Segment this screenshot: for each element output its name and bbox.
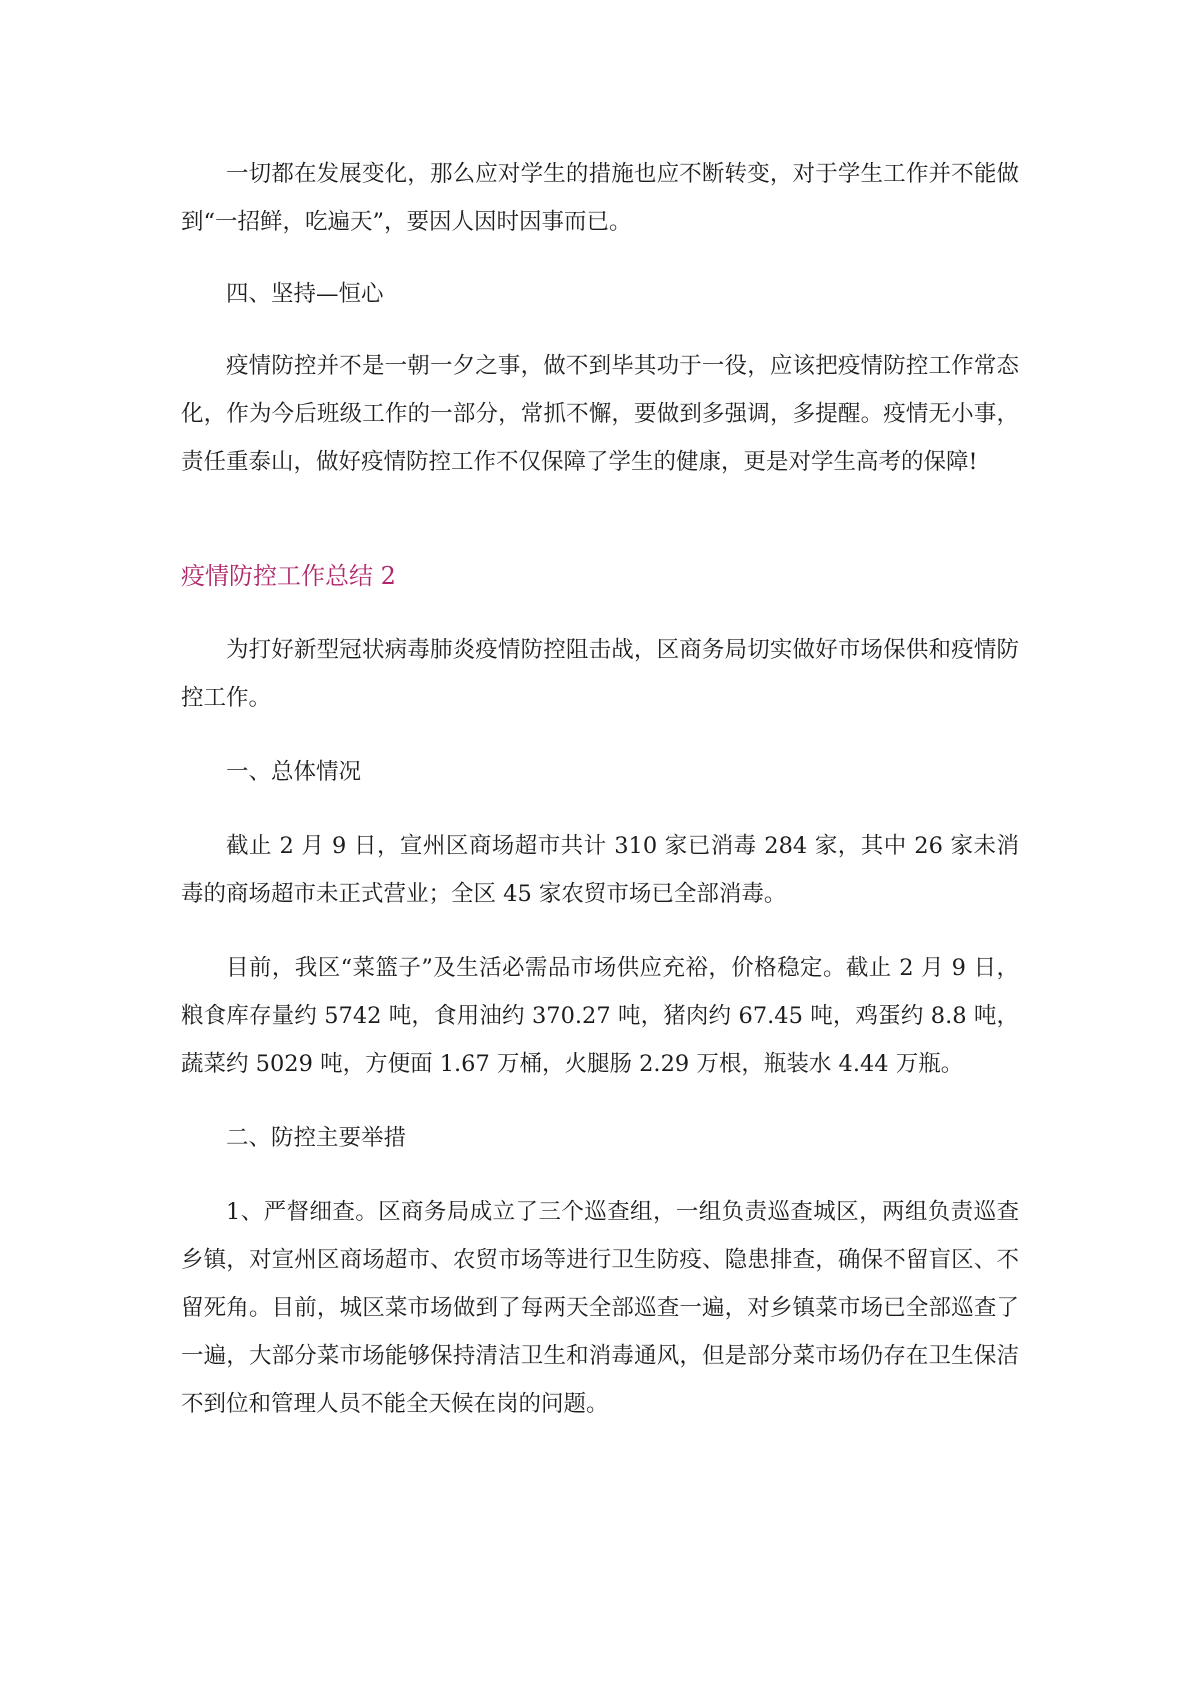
paragraph-change-measures: 一切都在发展变化，那么应对学生的措施也应不断转变，对于学生工作并不能做到“一招鲜，吃遍天”，要因人因时因事而已。 xyxy=(181,161,1019,235)
paragraph-normalized-prevention: 疫情防控并不是一朝一夕之事，做不到毕其功于一役，应该把疫情防控工作常态化，作为今后班级工作的一部分，常抓不懈，要做到多强调，多提醒。疫情无小事，责任重泰山，做好疫情防控工作不仅保障了学生的健康，更是对学生高考的保障! xyxy=(181,353,1019,475)
section-title: 疫情防控工作总结 2 xyxy=(181,562,396,590)
paragraph-disinfection-status: 截止 2 月 9 日，宣州区商场超市共计 310 家已消毒 284 家，其中 26 家未消毒的商场超市未正式营业；全区 45 家农贸市场已全部消毒。 xyxy=(181,833,1019,907)
document-body xyxy=(181,150,1019,1428)
paragraph-intro: 为打好新型冠状病毒肺炎疫情防控阻击战，区商务局切实做好市场保供和疫情防控工作。 xyxy=(181,637,1019,711)
paragraph-inspection: 1、严督细查。区商务局成立了三个巡查组，一组负责巡查城区，两组负责巡查乡镇，对宣州区商场超市、农贸市场等进行卫生防疫、隐患排查，确保不留盲区、不留死角。目前，城区菜市场做到了每两天全部巡查一遍，对乡镇菜市场已全部巡查了一遍，大部分菜市场能够保持清洁卫生和消毒通风，但是部分菜市场仍存在卫生保洁不到位和管理人员不能全天候在岗的问题。 xyxy=(181,1199,1019,1417)
subheading-overview: 一、总体情况 xyxy=(226,759,362,785)
subheading-persistence: 四、坚持—恒心 xyxy=(226,281,384,307)
subheading-main-measures: 二、防控主要举措 xyxy=(226,1125,407,1151)
paragraph-supply-status: 目前，我区“菜篮子”及生活必需品市场供应充裕，价格稳定。截止 2 月 9 日，粮食库存量约 5742 吨，食用油约 370.27 吨，猪肉约 67.45 吨，鸡蛋约 8.8 吨，蔬菜约 5029 吨，方便面 1.67 万桶，火腿肠 2.29 万根，瓶装水 4.44 万瓶。 xyxy=(181,955,1019,1077)
